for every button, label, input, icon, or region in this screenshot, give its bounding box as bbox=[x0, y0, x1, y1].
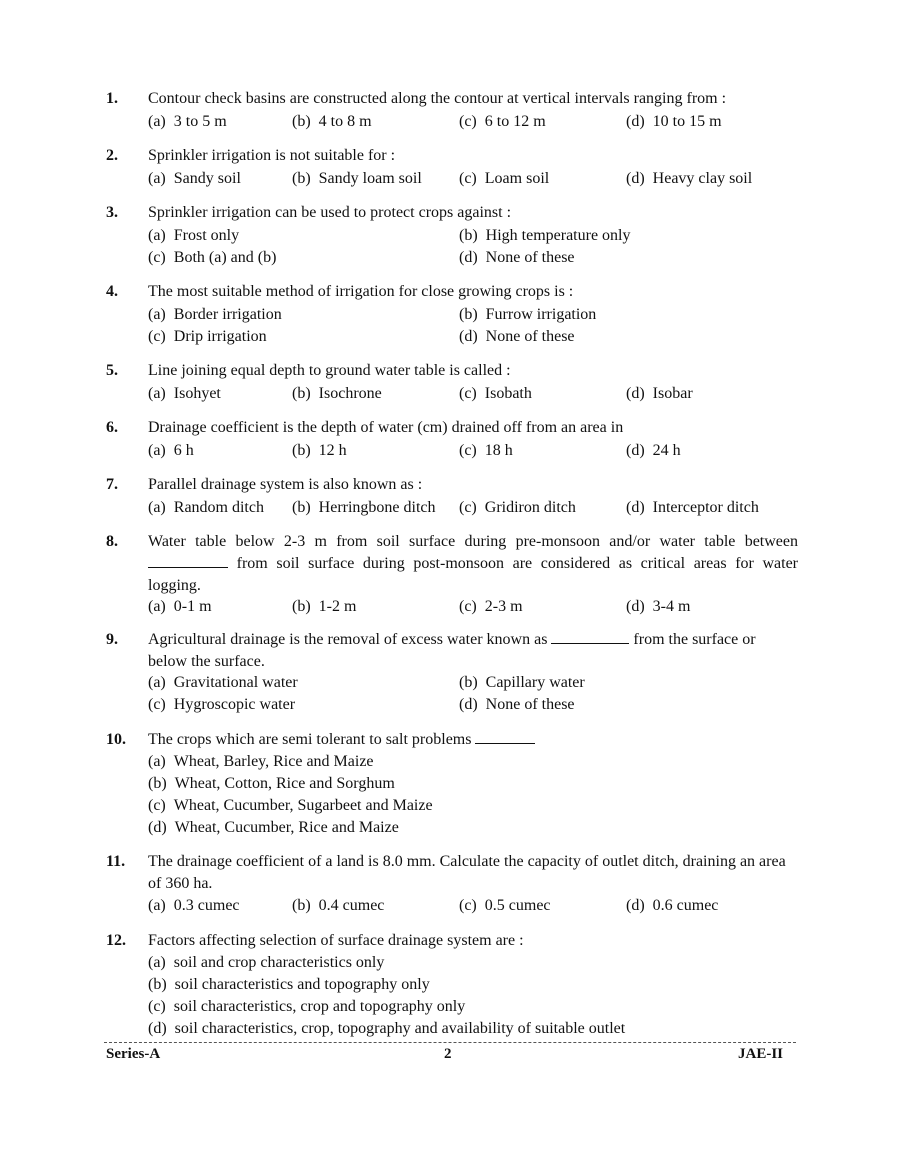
page-number: 2 bbox=[444, 1046, 452, 1062]
option-b: (b) 1-2 m bbox=[292, 598, 357, 615]
question-number: 11. bbox=[106, 853, 126, 870]
option-a: (a) 3 to 5 m bbox=[148, 113, 227, 130]
option-b: (b) Wheat, Cotton, Rice and Sorghum bbox=[148, 775, 395, 792]
option-c: (c) 0.5 cumec bbox=[459, 897, 551, 914]
option-c: (c) Hygroscopic water bbox=[148, 696, 296, 713]
option-d: (d) 10 to 15 m bbox=[626, 113, 722, 130]
option-d: (d) None of these bbox=[459, 249, 575, 266]
option-b: (b) Furrow irrigation bbox=[459, 306, 597, 323]
question-text: Line joining equal depth to ground water table is called : bbox=[148, 362, 511, 379]
answer-blank bbox=[148, 553, 228, 568]
option-a: (a) Wheat, Barley, Rice and Maize bbox=[148, 753, 374, 770]
option-b: (b) 12 h bbox=[292, 442, 347, 459]
option-a: (a) Gravitational water bbox=[148, 674, 298, 691]
option-c: (c) 6 to 12 m bbox=[459, 113, 546, 130]
question-text: The crops which are semi tolerant to salt problems bbox=[148, 729, 798, 751]
footer-divider bbox=[104, 1042, 796, 1043]
question-number: 9. bbox=[106, 631, 118, 648]
question-text: The drainage coefficient of a land is 8.0 mm. Calculate the capacity of outlet ditch, draining an area of 360 ha. bbox=[148, 853, 786, 892]
option-b: (b) soil characteristics and topography only bbox=[148, 976, 430, 993]
option-b: (b) Herringbone ditch bbox=[292, 499, 436, 516]
question-text: The most suitable method of irrigation for close growing crops is : bbox=[148, 283, 574, 300]
option-b: (b) High temperature only bbox=[459, 227, 631, 244]
question-number: 8. bbox=[106, 533, 118, 550]
question-number: 3. bbox=[106, 204, 118, 221]
option-c: (c) Wheat, Cucumber, Sugarbeet and Maize bbox=[148, 797, 433, 814]
option-c: (c) soil characteristics, crop and topography only bbox=[148, 998, 466, 1015]
series-label: Series-A bbox=[106, 1046, 161, 1062]
question-text: Factors affecting selection of surface drainage system are : bbox=[148, 932, 524, 949]
option-b: (b) Capillary water bbox=[459, 674, 585, 691]
option-b: (b) 0.4 cumec bbox=[292, 897, 385, 914]
answer-blank bbox=[475, 729, 535, 744]
option-c: (c) 18 h bbox=[459, 442, 513, 459]
option-a: (a) Frost only bbox=[148, 227, 240, 244]
question-number: 6. bbox=[106, 419, 118, 436]
question-text: Contour check basins are constructed along the contour at vertical intervals ranging from : bbox=[148, 90, 727, 107]
option-d: (d) None of these bbox=[459, 328, 575, 345]
question-text: Sprinkler irrigation can be used to protect crops against : bbox=[148, 204, 512, 221]
option-d: (d) Wheat, Cucumber, Rice and Maize bbox=[148, 819, 399, 836]
option-d: (d) Isobar bbox=[626, 385, 693, 402]
option-d: (d) Interceptor ditch bbox=[626, 499, 759, 516]
option-a: (a) 6 h bbox=[148, 442, 194, 459]
option-d: (d) 0.6 cumec bbox=[626, 897, 719, 914]
question-text: Sprinkler irrigation is not suitable for : bbox=[148, 147, 396, 164]
option-a: (a) Random ditch bbox=[148, 499, 264, 516]
option-b: (b) Isochrone bbox=[292, 385, 382, 402]
question-number: 7. bbox=[106, 476, 118, 493]
option-a: (a) 0-1 m bbox=[148, 598, 212, 615]
option-a: (a) Isohyet bbox=[148, 385, 221, 402]
option-c: (c) Loam soil bbox=[459, 170, 550, 187]
option-b: (b) Sandy loam soil bbox=[292, 170, 422, 187]
question-text: Drainage coefficient is the depth of water (cm) drained off from an area in bbox=[148, 419, 624, 436]
question-number: 10. bbox=[106, 731, 126, 748]
question-number: 5. bbox=[106, 362, 118, 379]
answer-blank bbox=[551, 629, 629, 644]
option-a: (a) 0.3 cumec bbox=[148, 897, 240, 914]
question-number: 2. bbox=[106, 147, 118, 164]
question-number: 4. bbox=[106, 283, 118, 300]
option-d: (d) soil characteristics, crop, topography and availability of suitable outlet bbox=[148, 1020, 626, 1037]
option-d: (d) 3-4 m bbox=[626, 598, 691, 615]
question-text: Water table below 2-3 m from soil surface during pre-monsoon and/or water table between from soil surface during post-monsoon are considered as critical areas for water logging. bbox=[148, 533, 799, 594]
question-text: Parallel drainage system is also known as : bbox=[148, 476, 423, 493]
option-a: (a) Border irrigation bbox=[148, 306, 282, 323]
option-c: (c) Both (a) and (b) bbox=[148, 249, 277, 266]
question-number: 12. bbox=[106, 932, 126, 949]
option-d: (d) Heavy clay soil bbox=[626, 170, 753, 187]
option-a: (a) soil and crop characteristics only bbox=[148, 954, 385, 971]
question-text: Agricultural drainage is the removal of excess water known as from the surface or below the surface. bbox=[148, 631, 756, 670]
option-b: (b) 4 to 8 m bbox=[292, 113, 372, 130]
question-number: 1. bbox=[106, 90, 118, 107]
option-c: (c) Isobath bbox=[459, 385, 532, 402]
option-c: (c) 2-3 m bbox=[459, 598, 523, 615]
option-c: (c) Drip irrigation bbox=[148, 328, 267, 345]
option-d: (d) None of these bbox=[459, 696, 575, 713]
paper-code: JAE-II bbox=[738, 1046, 784, 1062]
option-a: (a) Sandy soil bbox=[148, 170, 241, 187]
option-c: (c) Gridiron ditch bbox=[459, 499, 576, 516]
option-d: (d) 24 h bbox=[626, 442, 681, 459]
